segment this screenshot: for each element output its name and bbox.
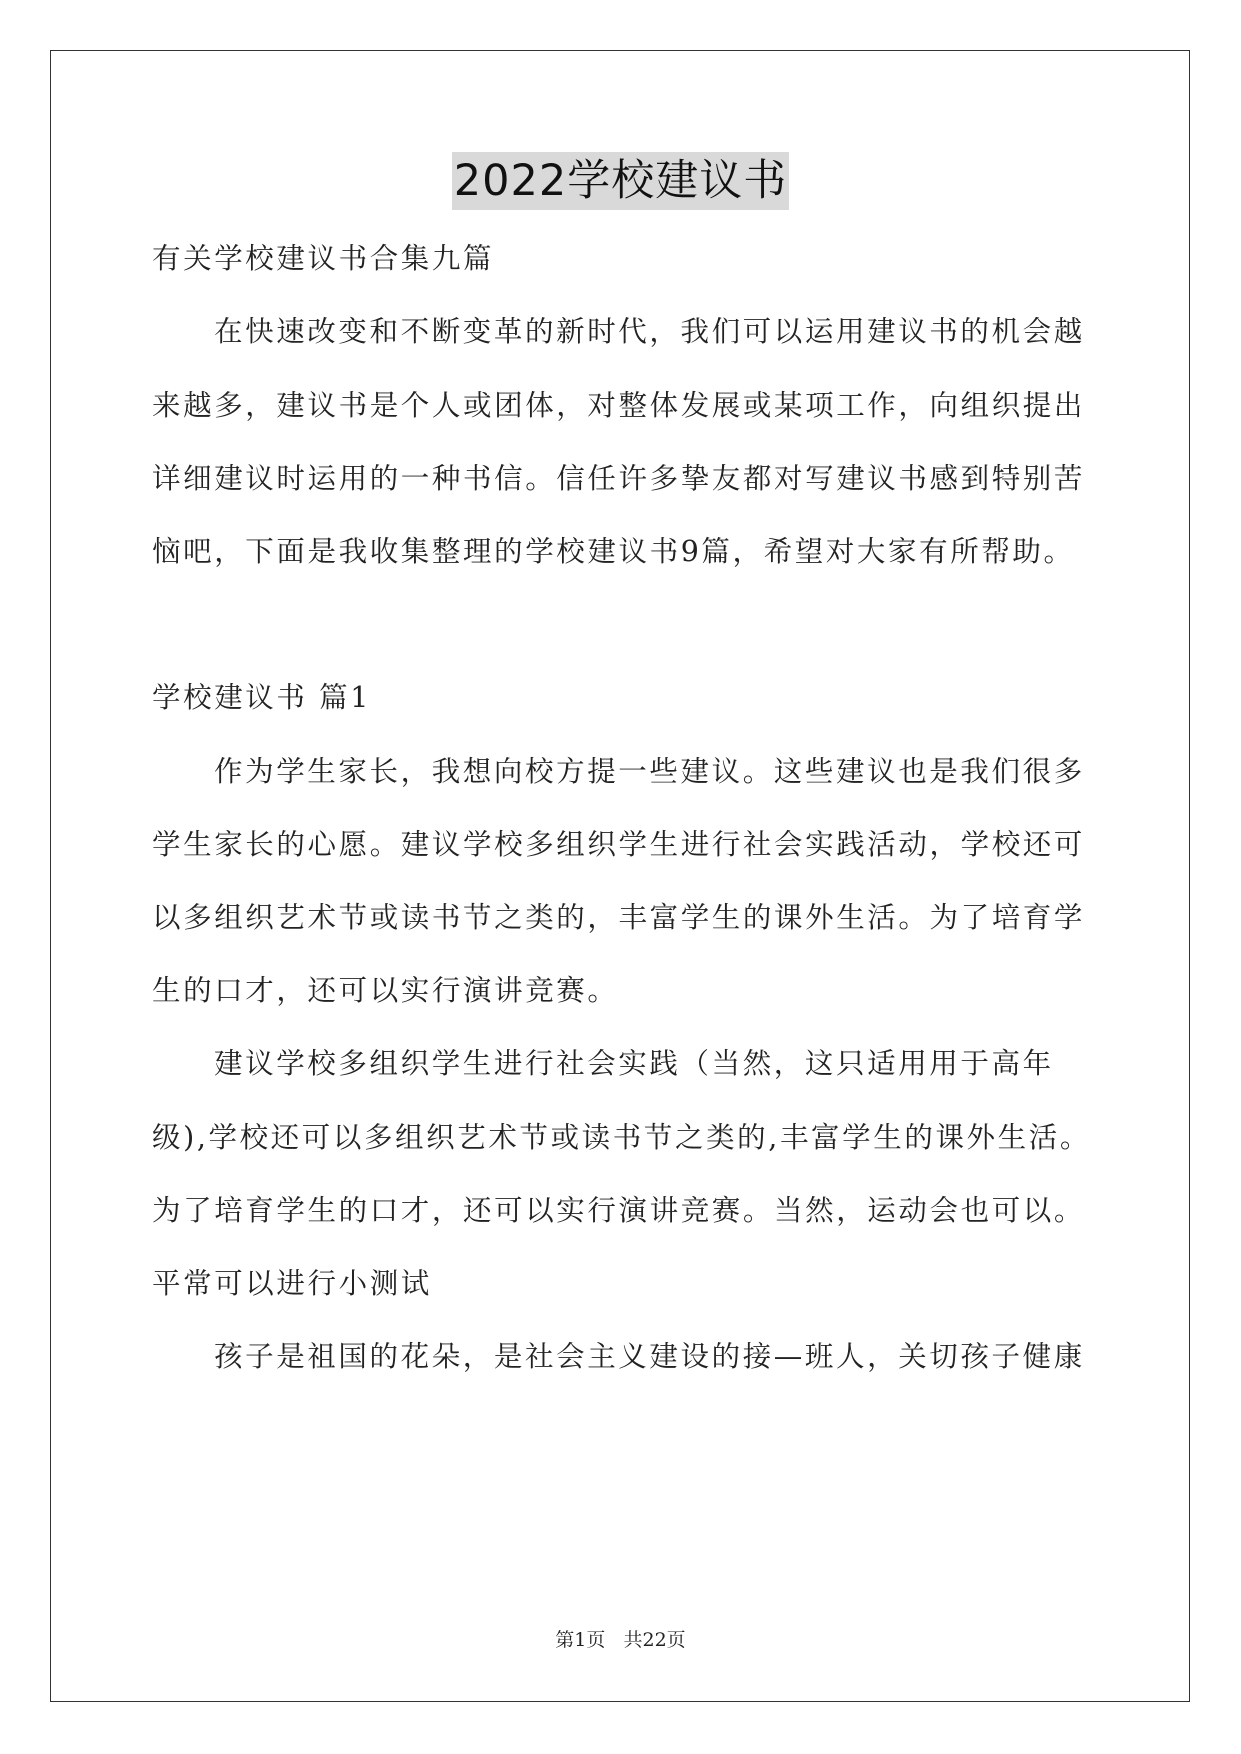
paragraph-line: 作为学生家长，我想向校方提一些建议。这些建议也是我们很多	[214, 755, 1085, 788]
paragraph-line: 级),学校还可以多组织艺术节或读书节之类的,丰富学生的课外生活。	[152, 1121, 1091, 1154]
paragraph-line: 生的口才，还可以实行演讲竞赛。	[152, 974, 619, 1007]
document-subtitle: 有关学校建议书合集九篇	[152, 242, 495, 275]
page-border	[50, 50, 1190, 1702]
paragraph-line: 建议学校多组织学生进行社会实践（当然，这只适用用于高年	[214, 1047, 1054, 1080]
paragraph-line: 平常可以进行小测试	[152, 1267, 432, 1300]
paragraph-line: 详细建议时运用的一种书信。信任许多挚友都对写建议书感到特别苦	[152, 462, 1086, 495]
title-container	[0, 152, 1241, 210]
document-title: 2022学校建议书	[452, 152, 789, 210]
paragraph-line: 学生家长的心愿。建议学校多组织学生进行社会实践活动，学校还可	[152, 828, 1086, 861]
paragraph-line: 恼吧，下面是我收集整理的学校建议书9篇，希望对大家有所帮助。	[152, 535, 1075, 568]
page-number-footer: 第1页 共22页	[555, 1629, 686, 1651]
paragraph-line: 孩子是祖国的花朵，是社会主义建设的接—班人，关切孩子健康	[214, 1340, 1085, 1373]
paragraph-line: 以多组织艺术节或读书节之类的，丰富学生的课外生活。为了培育学	[152, 901, 1086, 934]
paragraph-line: 在快速改变和不断变革的新时代，我们可以运用建议书的机会越	[214, 315, 1085, 348]
section-heading: 学校建议书 篇1	[152, 681, 371, 714]
paragraph-line: 来越多，建议书是个人或团体，对整体发展或某项工作，向组织提出	[152, 389, 1086, 422]
paragraph-line: 为了培育学生的口才，还可以实行演讲竞赛。当然，运动会也可以。	[152, 1194, 1086, 1227]
